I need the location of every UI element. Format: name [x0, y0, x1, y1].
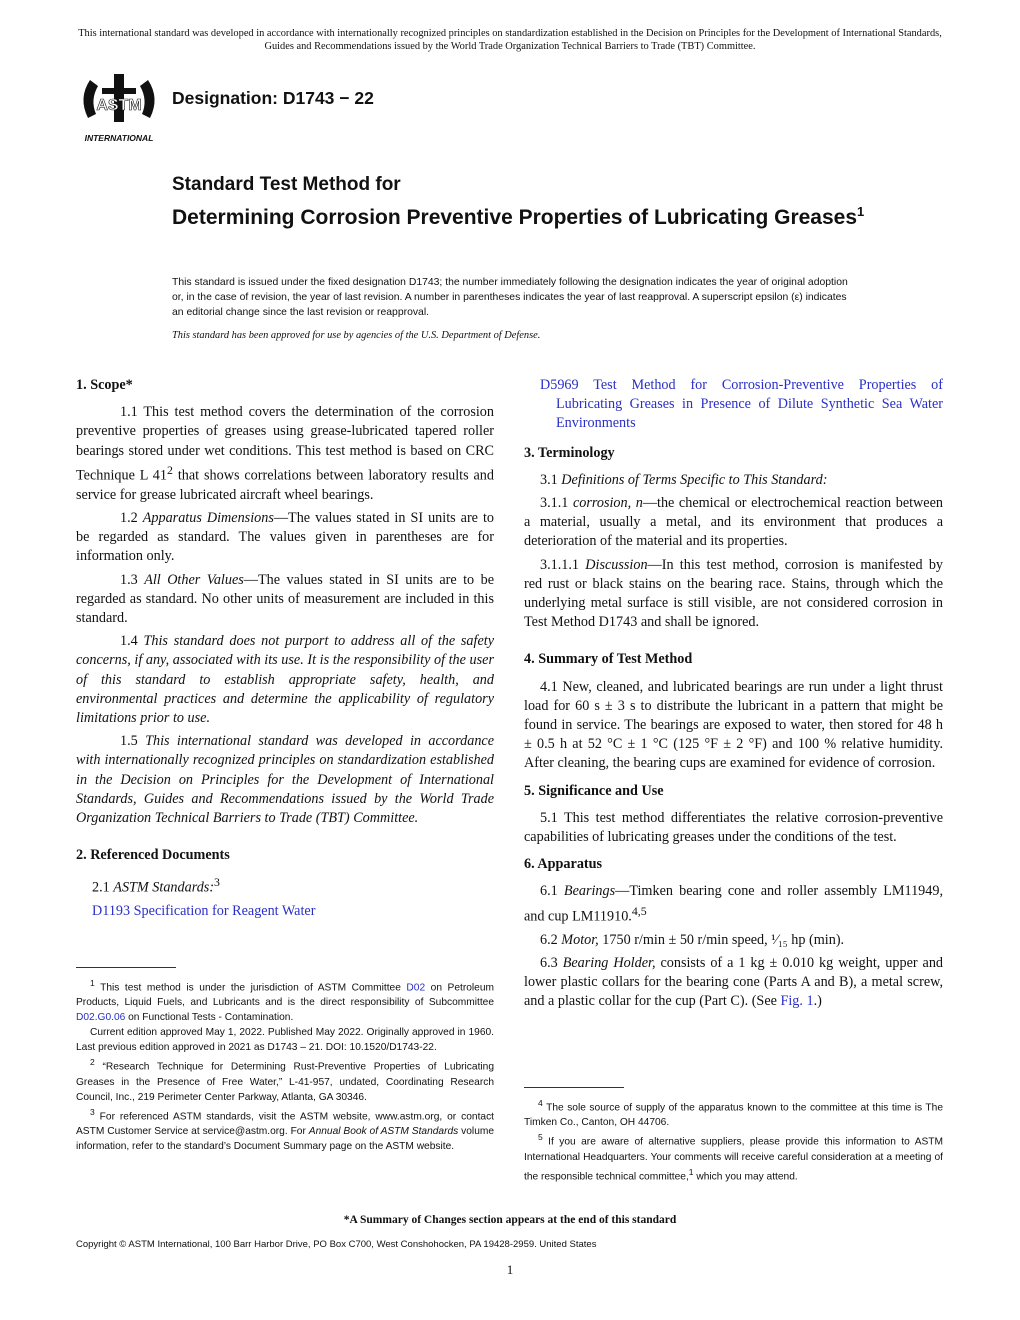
footnote-1-edition: Current edition approved May 1, 2022. Published May 2022. Originally approved in 1960. Last previous edition approved in 2021 as D1743 – 21. DOI: 10.1520/D1743-22. — [76, 1027, 494, 1054]
title-line1: Standard Test Method for — [172, 174, 401, 195]
designation: Designation: D1743 − 22 — [172, 88, 374, 108]
page-number: 1 — [506, 1262, 514, 1277]
section-6-heading: 6. Apparatus — [524, 856, 603, 873]
logo-international: INTERNATIONAL — [84, 133, 154, 143]
para-3-1: 3.1 Definitions of Terms Specific to This Standard: — [540, 471, 828, 488]
para-6-2: 6.2 Motor, 1750 r/min ± 50 r/min speed, ¹⁄₁₅ hp (min). — [540, 931, 845, 948]
reference-d5969[interactable]: D5969 Test Method for Corrosion-Preventive Properties of Lubricating Greases in Presence of Dilute Synthetic Sea Water Environments — [540, 377, 943, 432]
footnote-1: $^1$ This test method is under the jurisdiction of ASTM Committee D02 on Petroleum Products, Liquid Fuels, and Lubricants and is the direct responsibility of Subcommittee D02.G0.06 on Functional Tests - Contamination. — [76, 978, 494, 1024]
para-1-5: 1.5 This international standard was developed in accordance with internationally recognized principles on standardization established in the Decision on Principles for the Development of International Standards, Guides and Recommendations issued by the World Trade Organization Technical Barriers to Trade (TBT) Committee. — [76, 733, 495, 826]
title-footnote-ref: 1 — [857, 204, 865, 219]
footnotes-right — [524, 1096, 943, 1184]
section-4-heading: 4. Summary of Test Method — [524, 651, 693, 668]
ref-link-d5969[interactable]: D5969 — [540, 377, 579, 393]
dod-approval-note: This standard has been approved for use by agencies of the U.S. Department of Defense. — [172, 330, 541, 341]
para-1-2: 1.2 Apparatus Dimensions—The values stated in SI units are to be regarded as standard. The values given in parentheses are for information only. — [76, 509, 495, 565]
footnote-2: $^2$ “Research Technique for Determining Rust-Preventive Properties of Lubricating Greases in the Presence of Free Water,” L-41-957, undated, Coordinating Research Council, Inc., 219 Perimeter Center Parkway, Atlanta, GA 30346. — [76, 1057, 494, 1103]
para-6-3: 6.3 Bearing Holder, consists of a 1 kg ± 0.010 kg weight, upper and lower plastic collars for the bearing cone (Parts A and B), a metal screw, and a plastic collar for the cup (Part C). (See Fig. 1.) — [524, 954, 944, 1010]
astm-logo-mark — [76, 68, 162, 146]
logo-letters: ASTM — [96, 97, 142, 114]
title-main: Determining Corrosion Preventive Properties of Lubricating Greases — [172, 206, 858, 229]
ref-link-d1193[interactable]: D1193 — [92, 903, 131, 920]
footnote-3: $^3$ For referenced ASTM standards, visit the ASTM website, www.astm.org, or contact ASTM Customer Service at service@astm.org. For Annual Book of ASTM Standards volume information, refer to the standard’s Document Summary page on the ASTM website. — [76, 1106, 495, 1153]
para-6-1: 6.1 Bearings—Timken bearing cone and roller assembly LM11949, and cup LM11910.$^{4,5}$ — [524, 883, 944, 925]
para-5-1: 5.1 This test method differentiates the relative corrosion-preventive capabilities of lubricating greases under the conditions of the test. — [524, 809, 943, 846]
section-5-heading: 5. Significance and Use — [524, 782, 664, 799]
section-2-heading: 2. Referenced Documents — [76, 847, 230, 864]
para-1-3: 1.3 All Other Values—The values stated in SI units are to be regarded as standard. No other units of measurement are included in this standard. — [76, 571, 494, 626]
link-d02[interactable]: D02 — [406, 982, 426, 994]
footnotes-left — [76, 976, 494, 1154]
link-d02-g0-06[interactable]: D02.G0.06 — [76, 1012, 126, 1024]
section-3-heading: 3. Terminology — [524, 444, 615, 461]
right-column — [524, 376, 943, 1015]
para-4-1: 4.1 New, cleaned, and lubricated bearings are run under a light thrust load for 60 s ± 3 s to distribute the lubricant in a pattern that might be found in service. The bearings are exposed to water, then stored for 48 h ± 0.5 h at 52 °C ± 1 °C (125 °F ± 2 °F) and 100 % relative humidity. After cleaning, the bearing cups are examined for evidence of corrosion. — [524, 678, 943, 772]
footnote-5: $^5$ If you are aware of alternative suppliers, please provide this information to ASTM International Headquarters. Your comments will receive careful consideration at a meeting of the responsible technical committee,$^1$ which you may attend. — [524, 1132, 943, 1183]
title-line2 — [172, 199, 872, 231]
issuance-statement: This standard is issued under the fixed designation D1743; the number immediately following the designation indicates the year of original adoption or, in the case of revision, the year of last revision. A number in parentheses indicates the year of last reapproval. A superscript epsilon (ε) indicates an editorial change since the last revision or reapproval. — [172, 277, 848, 318]
summary-of-changes-note: *A Summary of Changes section appears at the end of this standard — [343, 1214, 677, 1226]
left-column — [76, 376, 494, 926]
header-notice: This international standard was developed in accordance with internationally recognized principles on standardization established in the Decision on Principles for the Development of International Standards, Guides and Recommendations issued by the World Trade Organization Technical Barriers to Trade (TBT) Committee. — [78, 28, 942, 52]
para-3-1-1: 3.1.1 corrosion, n—the chemical or electrochemical reaction between a material, usually a metal, and its environment that produces a deterioration of the material and its properties. — [524, 495, 943, 550]
reference-d1193[interactable]: D1193 Specification for Reagent Water — [92, 903, 316, 920]
para-3-1-1-1: 3.1.1.1 Discussion—In this test method, corrosion is manifested by red rust or black stains on the bearing race. Stains, through which the underlying metal surface is still visible, are not considered corrosion in Test Method D1743 and shall be ignored. — [524, 556, 944, 631]
footnote-4: $^4$ The sole source of supply of the apparatus known to the committee at this time is The Timken Co., Canton, OH 44706. — [524, 1098, 943, 1129]
para-1-1: 1.1 This test method covers the determination of the corrosion preventive properties of greases using grease-lubricated tapered roller bearings stored under wet conditions. This test method is based on CRC Technique L $41^2$ that shows correlations between laboratory results and service for grease lubricated aircraft wheel bearings. — [76, 404, 494, 503]
astm-logo — [76, 68, 162, 146]
copyright-line: Copyright © ASTM International, 100 Barr Harbor Drive, PO Box C700, West Conshohocken, PA 19428-2959. United States — [76, 1239, 597, 1250]
figure-1-link[interactable]: Fig. 1 — [780, 993, 814, 1010]
para-2-1: 2.1 ASTM Standards:$^3$ — [92, 875, 220, 897]
footnote-rule-right — [524, 1087, 624, 1088]
para-1-4: 1.4 This standard does not purport to address all of the safety concerns, if any, associated with its use. It is the responsibility of the user of this standard to establish appropriate safety, health, and environmental practices and determine the applicability of regulatory limitations prior to use. — [76, 633, 494, 726]
section-1-heading: 1. Scope* — [76, 377, 133, 393]
footnote-rule-left — [76, 967, 176, 968]
